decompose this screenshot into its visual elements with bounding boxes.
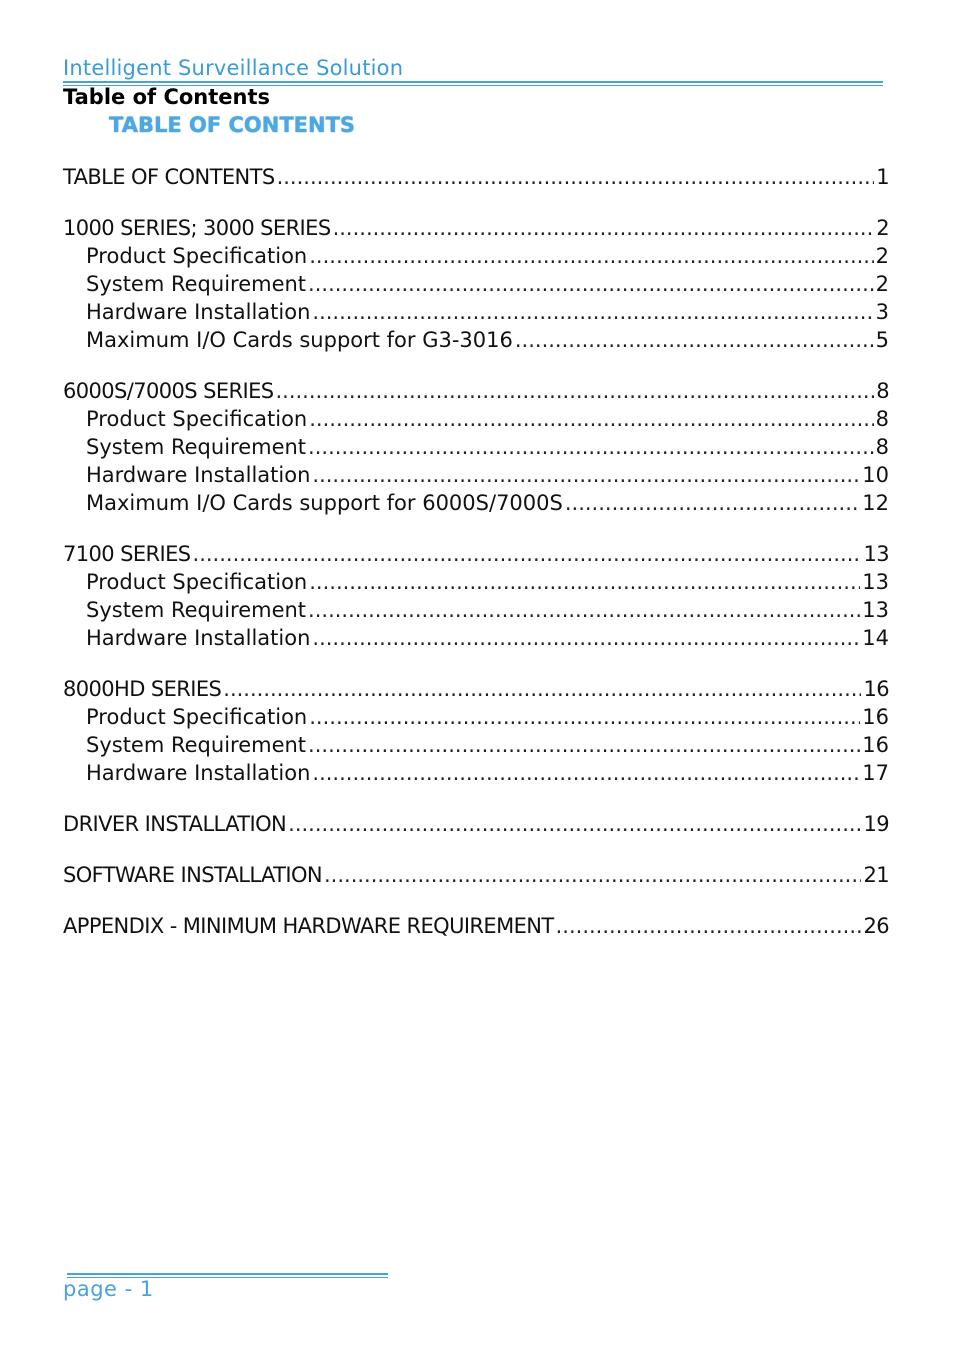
toc-entry-label: Product Specification (86, 705, 308, 729)
toc-dot-leader (288, 810, 861, 838)
toc-entry-label: Product Specification (86, 407, 308, 431)
toc-dot-leader (275, 377, 874, 405)
toc-entry-page: 3 (875, 300, 889, 324)
toc-entry[interactable] (86, 326, 889, 354)
toc-entry[interactable] (86, 461, 889, 489)
toc-entry-page: 13 (862, 598, 889, 622)
toc-dot-leader (324, 861, 861, 889)
toc-entry-page: 2 (875, 244, 889, 268)
toc-dot-leader (308, 433, 874, 461)
toc-entry-label: Maximum I/O Cards support for 6000S/7000S (86, 491, 563, 515)
toc-entry-label: Product Specification (86, 244, 308, 268)
toc-entry-page: 26 (863, 914, 889, 938)
section-label: Table of Contents (63, 85, 271, 109)
toc-entry-page: 5 (875, 328, 889, 352)
toc-dot-leader (556, 912, 862, 940)
toc-entry-label: APPENDIX - MINIMUM HARDWARE REQUIREMENT (63, 914, 554, 938)
toc-dot-leader (515, 326, 874, 354)
toc-dot-leader (223, 675, 861, 703)
toc-entry[interactable] (63, 912, 889, 940)
toc-dot-leader (333, 214, 875, 242)
toc-entry-page: 16 (863, 677, 889, 701)
toc-dot-leader (308, 270, 874, 298)
toc-entry[interactable] (86, 596, 889, 624)
toc-entry-label: 7100 SERIES (63, 542, 191, 566)
toc-entry[interactable] (63, 377, 889, 405)
toc-entry-page: 13 (862, 570, 889, 594)
toc-entry-page: 10 (862, 463, 889, 487)
toc-entry[interactable] (86, 759, 889, 787)
toc-entry-page: 16 (862, 705, 889, 729)
document-header-title: Intelligent Surveillance Solution (63, 56, 404, 80)
toc-entry-label: Hardware Installation (86, 626, 311, 650)
toc-dot-leader (277, 163, 875, 191)
toc-entry-page: 21 (863, 863, 889, 887)
toc-entry-label: System Requirement (86, 435, 307, 459)
toc-entry[interactable] (63, 675, 889, 703)
toc-entry[interactable] (63, 163, 889, 191)
toc-entry[interactable] (86, 731, 889, 759)
toc-entry[interactable] (63, 810, 889, 838)
toc-dot-leader (309, 242, 873, 270)
toc-entry-label: 8000HD SERIES (63, 677, 222, 701)
toc-dot-leader (309, 405, 873, 433)
toc-dot-leader (565, 489, 860, 517)
toc-dot-leader (308, 731, 860, 759)
toc-entry-page: 17 (862, 761, 889, 785)
toc-entry[interactable] (86, 242, 889, 270)
toc-entry-label: Maximum I/O Cards support for G3-3016 (86, 328, 513, 352)
toc-entry-label: TABLE OF CONTENTS (63, 165, 275, 189)
toc-dot-leader (312, 624, 860, 652)
toc-entry-page: 8 (876, 379, 889, 403)
toc-entry-label: SOFTWARE INSTALLATION (63, 863, 322, 887)
toc-entry-label: Hardware Installation (86, 300, 311, 324)
toc-entry[interactable] (86, 489, 889, 517)
toc-entry[interactable] (86, 624, 889, 652)
toc-entry-page: 2 (876, 216, 889, 240)
toc-dot-leader (309, 703, 860, 731)
toc-entry-page: 14 (862, 626, 889, 650)
toc-entry-page: 8 (875, 407, 889, 431)
toc-entry-label: Hardware Installation (86, 761, 311, 785)
toc-entry-page: 16 (862, 733, 889, 757)
toc-dot-leader (312, 759, 860, 787)
toc-entry-label: System Requirement (86, 733, 307, 757)
toc-entry[interactable] (86, 298, 889, 326)
toc-entry-label: Hardware Installation (86, 463, 311, 487)
toc-entry-label: 1000 SERIES; 3000 SERIES (63, 216, 331, 240)
toc-entry-label: DRIVER INSTALLATION (63, 812, 287, 836)
toc-entry-page: 8 (875, 435, 889, 459)
toc-entry-page: 19 (863, 812, 889, 836)
toc-dot-leader (308, 596, 860, 624)
toc-dot-leader (193, 540, 862, 568)
toc-entry-label: System Requirement (86, 598, 307, 622)
toc-dot-leader (312, 461, 860, 489)
toc-entry[interactable] (63, 214, 889, 242)
toc-dot-leader (309, 568, 860, 596)
toc-entry[interactable] (86, 433, 889, 461)
toc-entry-label: Product Specification (86, 570, 308, 594)
toc-entry-label: System Requirement (86, 272, 307, 296)
toc-entry-page: 2 (875, 272, 889, 296)
toc-entry-page: 1 (876, 165, 889, 189)
toc-entry[interactable] (86, 703, 889, 731)
toc-entry[interactable] (86, 270, 889, 298)
toc-entry[interactable] (63, 540, 889, 568)
toc-entry[interactable] (63, 861, 889, 889)
toc-entry[interactable] (86, 568, 889, 596)
toc-heading: TABLE OF CONTENTS (109, 113, 356, 137)
footer-page-number: page - 1 (63, 1277, 154, 1301)
toc-entry-page: 13 (863, 542, 889, 566)
toc-entry[interactable] (86, 405, 889, 433)
toc-dot-leader (312, 298, 873, 326)
toc-entry-label: 6000S/7000S SERIES (63, 379, 274, 403)
toc-entry-page: 12 (862, 491, 889, 515)
